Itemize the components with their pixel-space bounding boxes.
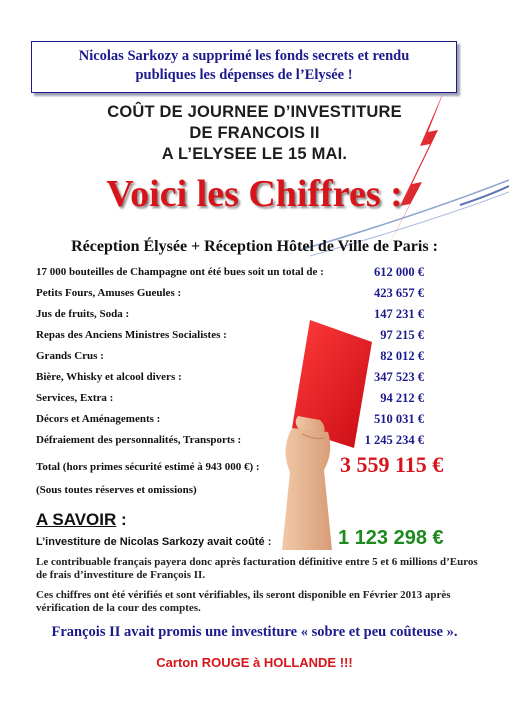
- expense-label: Jus de fruits, Soda :: [36, 308, 130, 320]
- expense-amount: 510 031 €: [374, 412, 424, 426]
- title-line-2: DE FRANCOIS II: [189, 124, 320, 142]
- expense-amount: 347 523 €: [374, 370, 424, 384]
- expense-label: Défraiement des personnalités, Transports :: [36, 434, 242, 446]
- expense-row: [36, 368, 436, 388]
- paragraph-verified: Ces chiffres ont été vérifiés et sont vérifiables, ils seront disponible en Février 2013 après vérification de la cour des comptes.: [36, 589, 451, 614]
- title-line-3: A L’ELYSEE LE 15 MAI.: [161, 145, 348, 163]
- expense-amount: 612 000 €: [374, 265, 424, 279]
- expense-row: [36, 284, 436, 304]
- expense-amount: 423 657 €: [374, 286, 424, 300]
- expense-row: [36, 305, 436, 325]
- paragraph-invoice: Le contribuable français payera donc après facturation définitive entre 5 et 6 millions d’Euros de frais d’investiture de François II.: [36, 556, 478, 581]
- page-title: [0, 102, 509, 165]
- expense-amount: 147 231 €: [374, 307, 424, 321]
- a-savoir-colon: :: [116, 510, 127, 529]
- title-line-1: COÛT DE JOURNEE D’INVESTITURE: [107, 103, 402, 121]
- expense-row: [36, 263, 436, 283]
- main-headline: Voici les Chiffres :: [106, 173, 403, 215]
- expense-row: [36, 389, 436, 409]
- promise-statement: François II avait promis une investiture « sobre et peu coûteuse ».: [51, 624, 458, 640]
- headline-banner: [31, 41, 457, 93]
- expense-label: Décors et Aménagements :: [36, 413, 161, 425]
- a-savoir-text: A SAVOIR: [36, 510, 117, 529]
- expense-label: Bière, Whisky et alcool divers :: [36, 371, 182, 383]
- expense-row: [36, 410, 436, 430]
- red-card-slogan: Carton ROUGE à HOLLANDE !!!: [156, 655, 353, 670]
- expense-amount: 82 012 €: [380, 349, 424, 363]
- expense-amount: 97 215 €: [380, 328, 424, 342]
- reserves-note: (Sous toutes réserves et omissions): [36, 484, 197, 496]
- total-amount: 3 559 115 €: [340, 452, 444, 477]
- section-subtitle: Réception Élysée + Réception Hôtel de Ville de Paris :: [71, 238, 438, 255]
- expense-label: Petits Fours, Amuses Gueules :: [36, 287, 182, 299]
- expense-row: [36, 326, 436, 346]
- banner-line-1: Nicolas Sarkozy a supprimé les fonds secrets et rendu: [78, 48, 410, 64]
- expense-amount: 1 245 234 €: [364, 433, 424, 447]
- banner-line-2: publiques les dépenses de l’Elysée !: [135, 67, 353, 83]
- expense-label: Grands Crus :: [36, 350, 104, 362]
- expense-row: [36, 431, 436, 451]
- expense-label: Services, Extra :: [36, 392, 114, 404]
- expense-label: 17 000 bouteilles de Champagne ont été bues soit un total de :: [36, 266, 324, 278]
- expense-amount: 94 212 €: [380, 391, 424, 405]
- investiture-label: L’investiture de Nicolas Sarkozy avait coûté :: [36, 536, 272, 548]
- expense-row: [36, 347, 436, 367]
- total-label: Total (hors primes sécurité estimé à 943 000 €) :: [36, 461, 260, 473]
- a-savoir-heading: [36, 510, 127, 530]
- expense-label: Repas des Anciens Ministres Socialistes :: [36, 329, 227, 341]
- investiture-amount: 1 123 298 €: [338, 527, 444, 549]
